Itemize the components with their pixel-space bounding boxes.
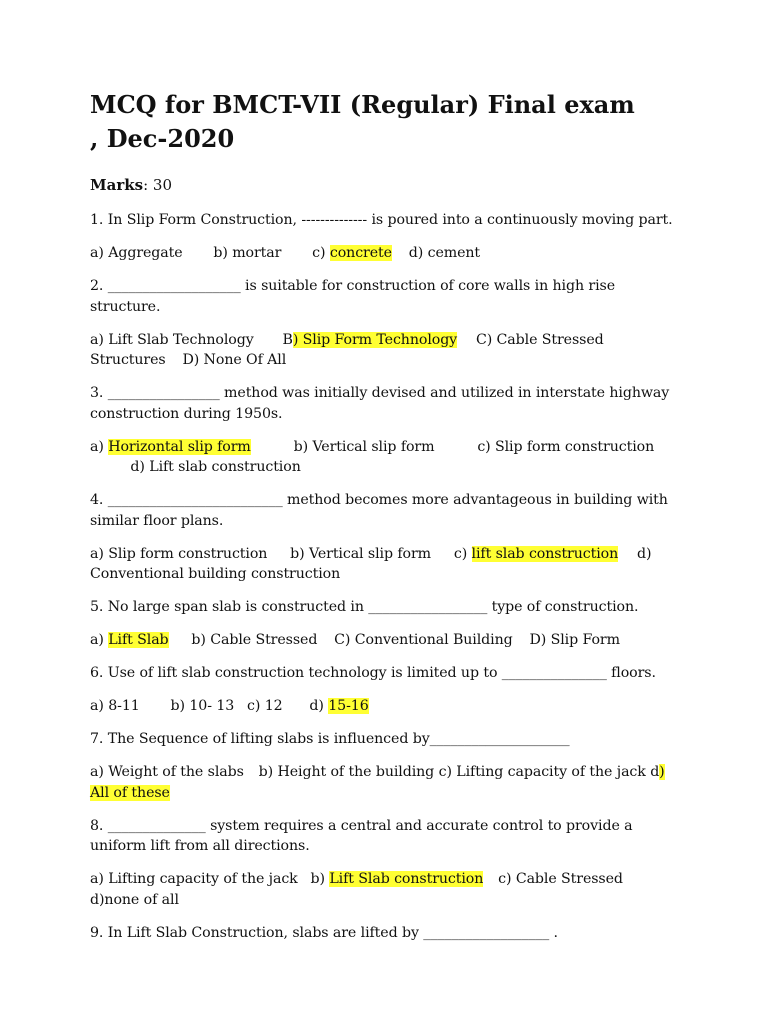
- option-8b-answer-highlight: Lift Slab construction: [329, 871, 484, 887]
- option-5a-answer-highlight: Lift Slab: [108, 632, 169, 648]
- option-8a: a) Lifting capacity of the jack: [90, 871, 298, 887]
- option-5c: C) Conventional Building: [334, 632, 513, 648]
- options-1: [90, 243, 680, 264]
- marks-value: : 30: [143, 176, 172, 194]
- option-6c: c) 12: [247, 698, 283, 714]
- option-7b: b) Height of the building: [258, 764, 435, 780]
- option-2b-answer-highlight: ) Slip Form Technology: [292, 331, 458, 348]
- option-8b-prefix: b): [310, 871, 330, 887]
- option-6b: b) 10- 13: [170, 698, 235, 714]
- option-7d-answer-highlight: ) All of these: [90, 764, 665, 801]
- options-3: [90, 437, 680, 478]
- option-4d: d) Conventional building construction: [90, 545, 652, 582]
- option-2d: D) None Of All: [182, 352, 287, 368]
- marks-label: Marks: [90, 176, 144, 194]
- option-1b: b) mortar: [213, 245, 282, 261]
- option-4a: a) Slip form construction: [90, 545, 268, 562]
- option-3a-prefix: a): [90, 438, 109, 455]
- option-6a: a) 8-11: [90, 698, 140, 714]
- option-8c: c) Cable Stressed: [498, 871, 623, 887]
- options-8: [90, 869, 680, 910]
- question-1: 1. In Slip Form Construction, -------------- is poured into a continuously moving part.: [90, 212, 673, 228]
- marks-line: [90, 176, 688, 194]
- options-7: [90, 762, 680, 803]
- question-4: 4. _________________________ method becomes more advantageous in building with similar floor plans.: [90, 492, 668, 529]
- page-title: MCQ for BMCT-VII (Regular) Final exam , Dec-2020: [90, 90, 635, 153]
- option-2a: a) Lift Slab Technology: [90, 331, 254, 348]
- options-6: [90, 696, 680, 717]
- option-1c-prefix: c): [312, 245, 330, 261]
- question-6: 6. Use of lift slab construction technology is limited up to _______________ floors.: [90, 665, 656, 681]
- options-5: [90, 630, 680, 651]
- option-3b: b) Vertical slip form: [293, 438, 435, 455]
- option-3d: d) Lift slab construction: [130, 459, 301, 475]
- option-7a: a) Weight of the slabs: [90, 764, 244, 780]
- option-3a-answer-highlight: Horizontal slip form: [108, 438, 251, 455]
- question-8: 8. ______________ system requires a central and accurate control to provide a uniform lift from all directions.: [90, 817, 633, 854]
- option-1a: a) Aggregate: [90, 245, 183, 261]
- question-3: 3. ________________ method was initially devised and utilized in interstate highway construction during 1950s.: [90, 385, 670, 422]
- option-5b: b) Cable Stressed: [191, 632, 318, 648]
- option-4c-answer-highlight: lift slab construction: [471, 545, 619, 562]
- options-4: [90, 544, 680, 585]
- option-5a-prefix: a): [90, 632, 109, 648]
- option-3c: c) Slip form construction: [477, 438, 655, 455]
- option-6d-answer-highlight: 15-16: [328, 698, 369, 714]
- option-5d: D) Slip Form: [529, 632, 620, 648]
- question-9: 9. In Lift Slab Construction, slabs are lifted by __________________ .: [90, 924, 558, 941]
- question-2: 2. ___________________ is suitable for construction of core walls in high rise structure.: [90, 278, 616, 315]
- option-2c: C) Cable Stressed Structures: [90, 331, 604, 368]
- options-2: [90, 330, 680, 371]
- option-7d-prefix: d: [650, 764, 660, 780]
- option-1d: d) cement: [408, 245, 481, 261]
- option-4c-prefix: c): [453, 545, 472, 562]
- option-8d: d)none of all: [90, 891, 179, 908]
- option-4b: b) Vertical slip form: [290, 545, 431, 562]
- question-7: 7. The Sequence of lifting slabs is influenced by____________________: [90, 731, 570, 747]
- option-2b-prefix: B: [282, 331, 293, 348]
- option-6d-prefix: d): [309, 698, 329, 714]
- question-5: 5. No large span slab is constructed in _________________ type of construction.: [90, 599, 639, 615]
- option-7c: c) Lifting capacity of the jack: [438, 764, 646, 780]
- option-1c-answer-highlight: concrete: [329, 245, 392, 261]
